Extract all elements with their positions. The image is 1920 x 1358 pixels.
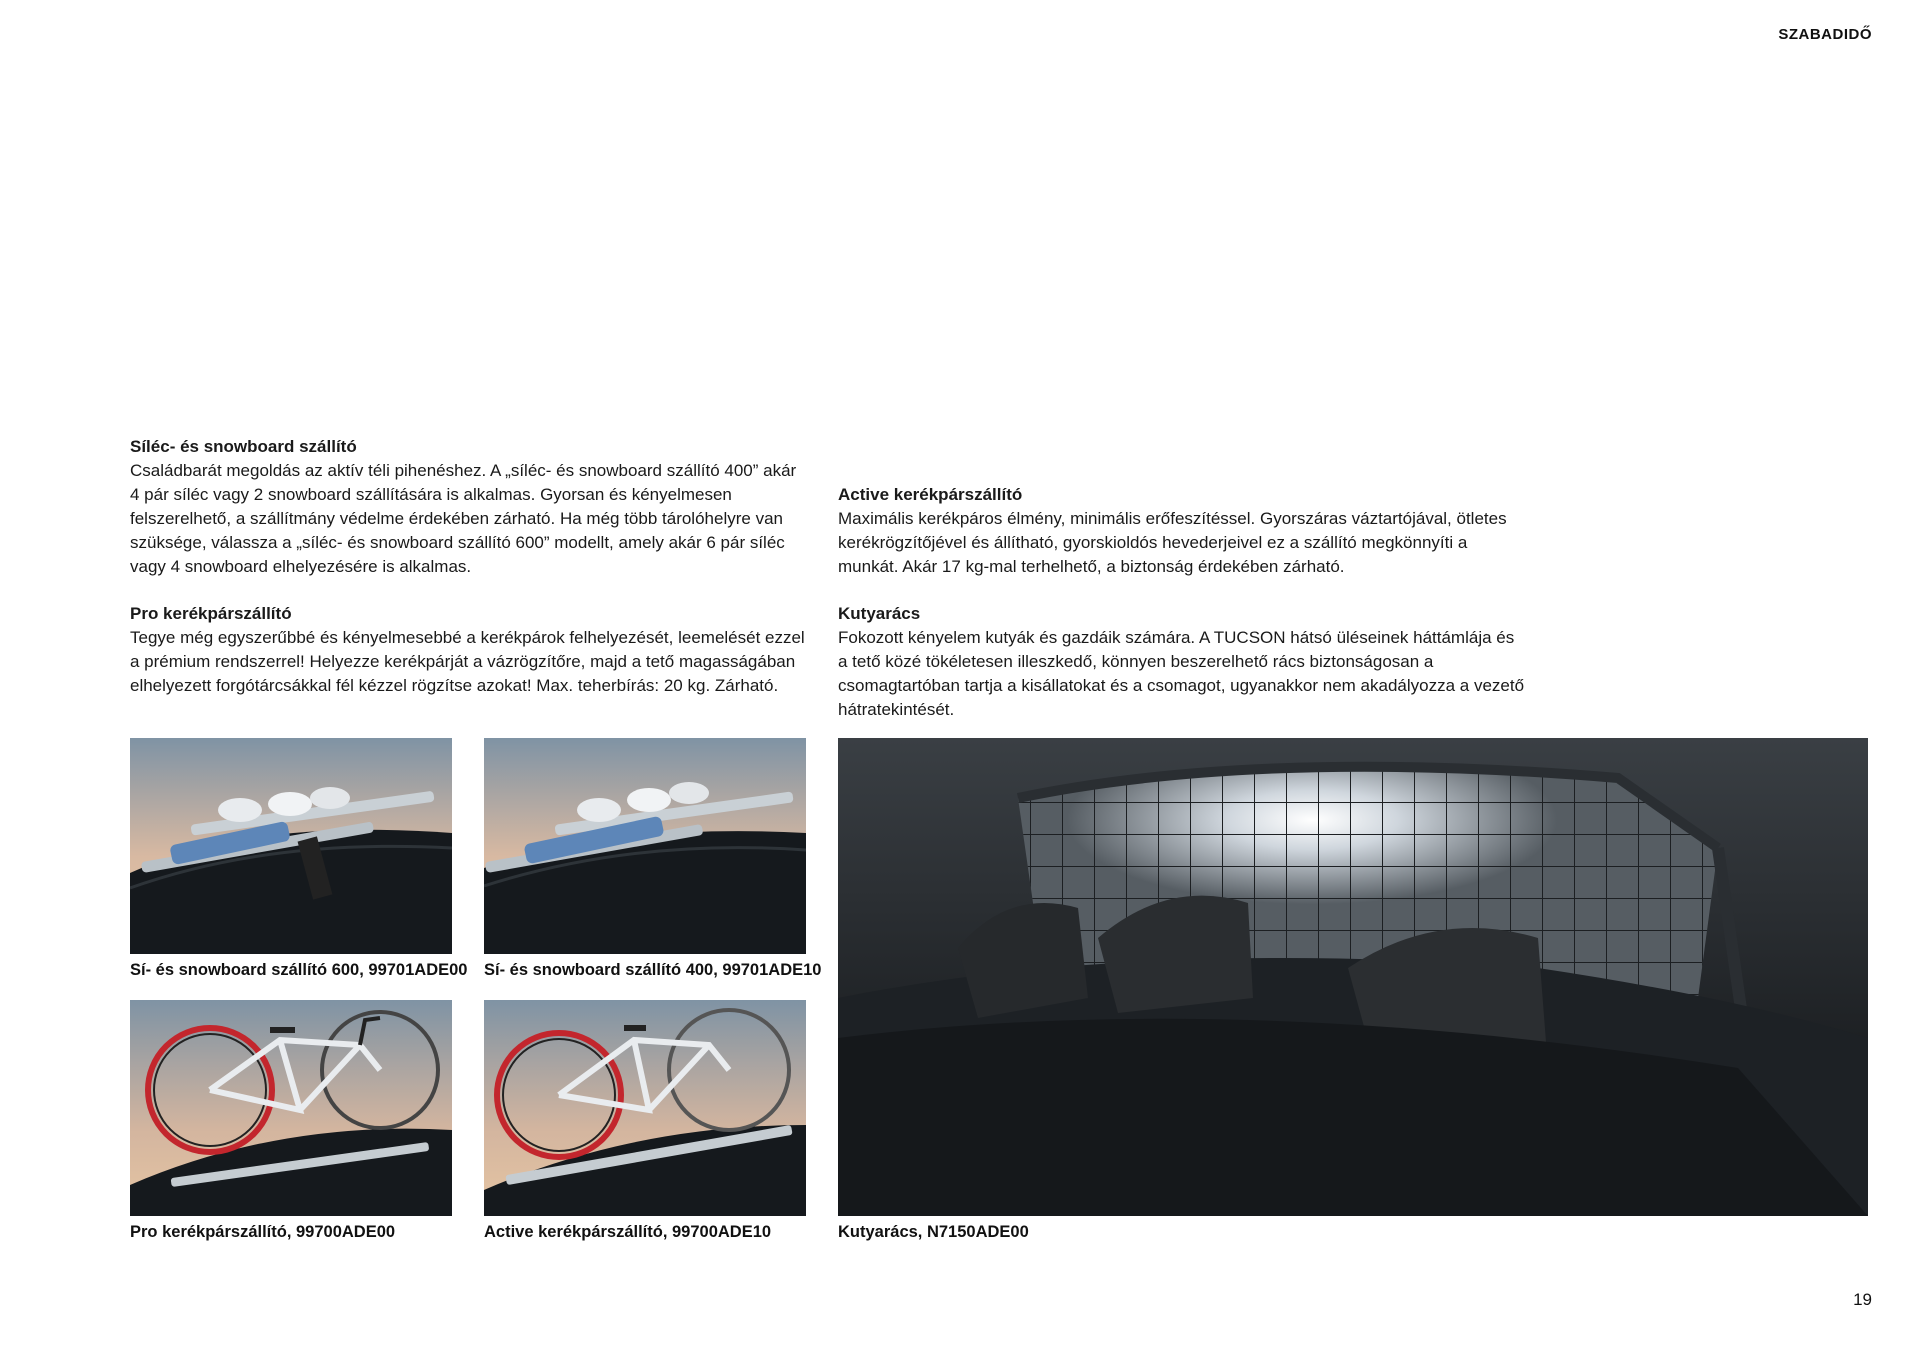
heading-active-bike-carrier: Active kerékpárszállító bbox=[838, 485, 1023, 504]
caption-dog-guard: Kutyarács, N7150ADE00 bbox=[838, 1223, 1029, 1241]
page-number: 19 bbox=[1853, 1290, 1872, 1309]
caption-active-bike-carrier: Active kerékpárszállító, 99700ADE10 bbox=[484, 1223, 772, 1241]
photo-ski-carrier-600 bbox=[130, 738, 452, 954]
body-pro-bike-carrier: Tegye még egyszerűbbé és kényelmesebbé a kerékpárok felhelyezését, leemelését ezzel a prémium rendszerrel! Helyezze kerékpárját a vázrögzítőre, majd a tető magasságában elhelyezett forgótárcsákkal fél kézzel rögzítse azokat! Max. teherbírás: 20 kg. Zárható. bbox=[130, 628, 805, 695]
text-block-pro-bike-carrier bbox=[130, 602, 810, 698]
text-block-ski-carrier bbox=[130, 435, 810, 579]
body-dog-guard: Fokozott kényelem kutyák és gazdáik számára. A TUCSON hátsó üléseinek háttámlája és a tető közé tökéletesen illeszkedő, könnyen beszerelhető rács biztonságosan a csomagtartóban tartja a kisállatokat és a csomagot, ugyanakkor nem akadályozza a vezető hátratekintését. bbox=[838, 628, 1525, 719]
caption-ski-carrier-600: Sí- és snowboard szállító 600, 99701ADE00 bbox=[130, 961, 468, 979]
photo-pro-bike-carrier bbox=[130, 1000, 452, 1216]
text-block-active-bike-carrier bbox=[838, 483, 1528, 579]
heading-dog-guard: Kutyarács bbox=[838, 604, 921, 623]
section-label: SZABADIDŐ bbox=[1778, 26, 1872, 43]
body-ski-carrier: Családbarát megoldás az aktív téli pihenéshez. A „síléc- és snowboard szállító 400” akár 4 pár síléc vagy 2 snowboard szállítására is alkalmas. Gyorsan és kényelmesen felszerelhető, a szállítmány védelme érdekében zárható. Ha még több tárolóhelyre van szüksége, válassza a „síléc- és snowboard szállító 600” modellt, amely akár 6 pár síléc vagy 4 snowboard elhelyezésére is alkalmas. bbox=[130, 461, 797, 576]
photo-dog-guard bbox=[838, 738, 1868, 1216]
photo-ski-carrier-400 bbox=[484, 738, 806, 954]
photo-active-bike-carrier bbox=[484, 1000, 806, 1216]
heading-ski-carrier: Síléc- és snowboard szállító bbox=[130, 437, 357, 456]
caption-pro-bike-carrier: Pro kerékpárszállító, 99700ADE00 bbox=[130, 1223, 396, 1241]
caption-ski-carrier-400: Sí- és snowboard szállító 400, 99701ADE10 bbox=[484, 961, 822, 979]
body-active-bike-carrier: Maximális kerékpáros élmény, minimális erőfeszítéssel. Gyorszáras váztartójával, ötletes kerékrögzítőjével és állítható, gyorskioldós hevederjeivel ez a szállító megkönnyíti a munkát. Akár 17 kg-mal terhelhető, a biztonság érdekében zárható. bbox=[838, 509, 1507, 576]
text-block-dog-guard bbox=[838, 602, 1528, 722]
heading-pro-bike-carrier: Pro kerékpárszállító bbox=[130, 604, 292, 623]
